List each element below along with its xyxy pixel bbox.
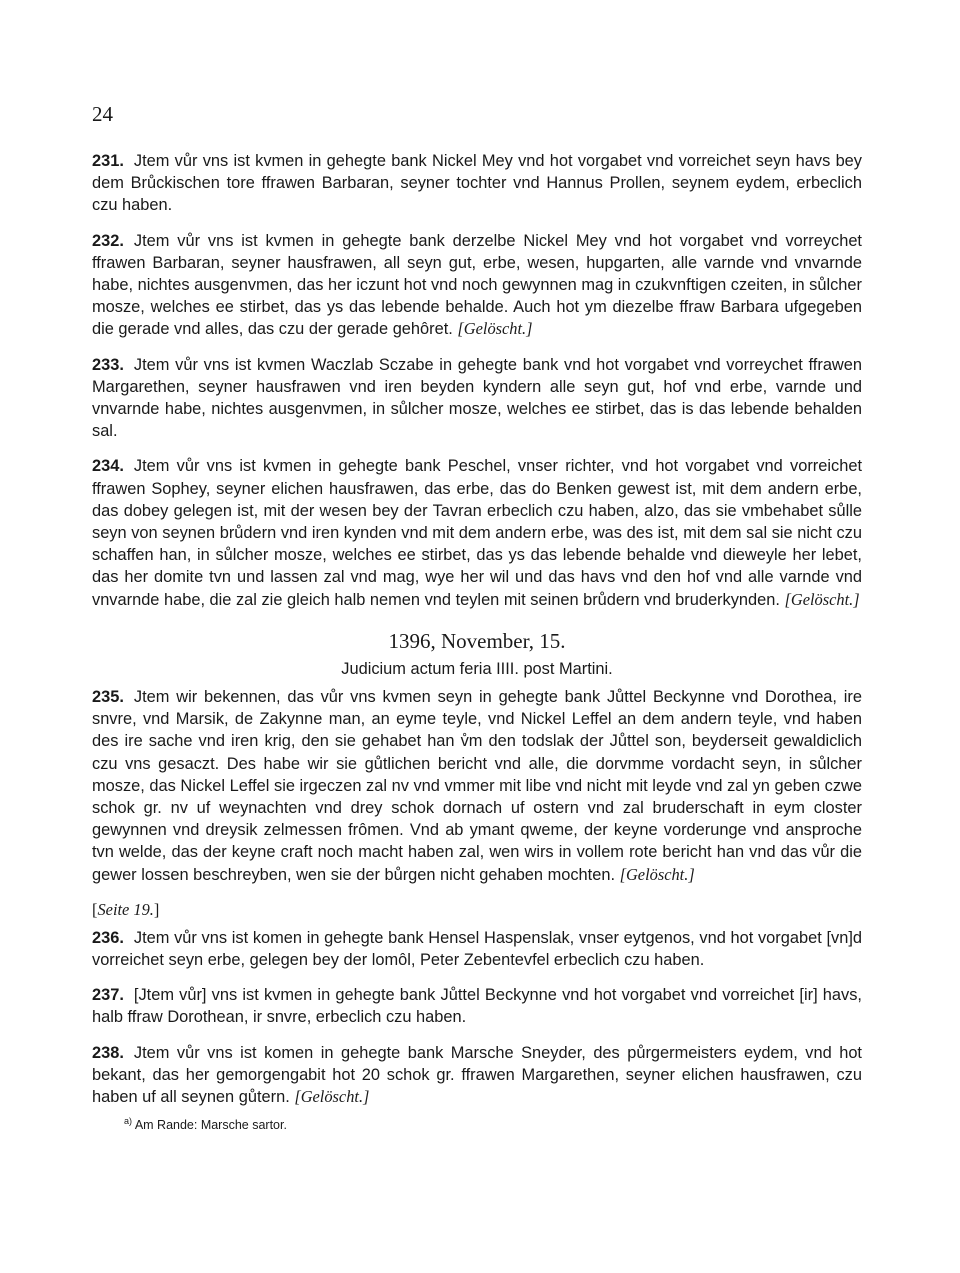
bracket-open: [ [92, 899, 98, 919]
entry-238 [92, 1042, 862, 1109]
footnote [124, 1115, 862, 1135]
entry-text: Jtem vůr vns ist kvmen Waczlab Sczabe in gehegte bank vnd hot vorgabet vnd vorreychet ffrawen Margarethen, seyner hausfrawen vnd iren beyden kyndern alle seyn gut, hof vnd erbe, varnde und vnvarnde habe, nichtes ausgenvmen, in sůlcher mosze, welches ee stirbet, das is das lebende behalden sal. [92, 355, 862, 441]
page-ref-text: Seite 19. [97, 899, 154, 919]
footnote-text: Am Rande: Marsche sartor. [134, 1118, 287, 1133]
page-body [92, 150, 862, 1135]
entry-233 [92, 354, 862, 443]
deletion-note: [Gelöscht.] [294, 1087, 370, 1107]
entry-number: 234. [92, 457, 124, 476]
entry-231 [92, 150, 862, 217]
deletion-note: [Gelöscht.] [784, 589, 860, 609]
entry-text: Jtem vůr vns ist kvmen in gehegte bank Peschel, vnser richter, vnd hot vorgabet vnd vorreichet ffrawen Sophey, seyner elichen hausfrawen, das erbe, das do Benken gewest ist, mit dem andern erbe, das dobey gelegen ist, mit der wesen bey der Tavran erbeclich czu haben, alzo, das sie vmbehabet sůlle seyn von seynen brůdern vnd iren kynden vnd mit dem andern erbe, was des ist, mit dem sal sie nicht czu schaffen han, in sůlcher mosze, welches ee stirbet, das ys das lebende behalde vnd dieweyle her lebet, das her domite tvn und lassen zal vnd mag, wye her wil und das havs vnd den hof vnd alle varnde vnd vnvarnde habe, die zal zie gleich halb nemen vnd teylen mit seinen brůdern vnd bruderkynden. [92, 457, 862, 609]
entry-number: 231. [92, 152, 124, 170]
entry-236 [92, 927, 862, 971]
entry-text: [Jtem vůr] vns ist kvmen in gehegte bank Jůttel Beckynne vnd hot vorgabet vnd vorreichet [ir] havs, halb ffraw Dorothean, ir snvre, erbeclich czu haben. [92, 986, 862, 1027]
entry-237 [92, 984, 862, 1028]
entry-number: 237. [92, 986, 124, 1005]
bracket-close: ] [153, 899, 160, 919]
entry-text: Jtem vůr vns ist kvmen in gehegte bank Nickel Mey vnd hot vorgabet vnd vorreichet seyn havs bey dem Brůckischen tore ffrawen Barbaran, seyner tochter vnd Hannus Prollen, seynem eydem, erbeclich czu haben. [92, 152, 862, 215]
entry-234 [92, 455, 862, 610]
deletion-note: [Gelöscht.] [619, 864, 695, 884]
page-number: 24 [92, 102, 113, 126]
entry-232 [92, 230, 862, 341]
entry-number: 236. [92, 928, 124, 947]
entry-number: 238. [92, 1043, 124, 1062]
deletion-note: [Gelöscht.] [457, 319, 533, 339]
section-subheading: Judicium actum feria IIII. post Martini. [341, 660, 613, 679]
entry-235 [92, 686, 862, 886]
entry-text: Jtem wir bekennen, das vůr vns kvmen seyn in gehegte bank Jůttel Beckynne vnd Dorothea, ire snvre, vnd Marsik, de Zakynne man, an eyme teyle, vnd Nickel Leffel an dem andern teyle, vnd haben des ire sache vnd iren krig, den sie gehabet han v̊m den todslak der Jůttel son, beyderseit gewaldiclich czu vns gesaczt. Des habe wir sie gůtlichen bericht vnd alle, die dorvmme vordacht seyn, in sůlcher mosze, das Nickel Leffel sie irgeczen zal nv vnd vmmer mit libe vnd nicht mit leyde vnd zal yn geben czwe schok gr. nv uf weynachten vnd drey schok dornach uf ostern vnd zal bruderschaft in eym closter gewynnen vnd dreysik zelmessen frômen. Vnd ab ymant qweme, der keyne vorderunge vnd ansproche tvn welde, das der keyne craft noch macht haben zal, wen wirs in vollem rote bericht han vnd das vůr die gewer lossen beschreyben, wen sie der bůrgen nicht gehaben mochten. [92, 688, 862, 884]
entry-number: 232. [92, 231, 124, 250]
entry-text: Jtem vůr vns ist kvmen in gehegte bank derzelbe Nickel Mey vnd hot vorgabet vnd vorreychet ffrawen Barbaran, seyner hausfrawen, all seyn gut, erbe, wesen, hupgarten, alle varnde vnd vnvarnde habe, nichtes ausgenvmen, das her iczunt hot vnd noch gewynnen mag in czukvnftigen czeiten, in sůlcher mosze, welches ee stirbet, das ys das lebende behalde. Auch hot ym diezelbe ffraw Barbara ufgegeben die gerade vnd alles, das czu der gerade gehôret. [92, 231, 862, 339]
page-reference [92, 899, 862, 921]
entry-number: 233. [92, 355, 124, 374]
entry-number: 235. [92, 688, 124, 707]
footnote-marker: a) [124, 1116, 133, 1127]
section-heading: 1396, November, 15. [388, 628, 566, 653]
entry-text: Jtem vůr vns ist komen in gehegte bank Marsche Sneyder, des půrgermeisters eydem, vnd hot bekant, das her gemorgengabit hot 20 schok gr. ffrawen Margarethen, seyner elichen hausfrawen, czu haben uf all seynen gůtern. [92, 1043, 862, 1107]
entry-text: Jtem vůr vns ist komen in gehegte bank Hensel Haspenslak, vnser eytgenos, vnd hot vorgabet [vn]d vorreichet seyn erbe, gelegen bey der lomôl, Peter Zebentevfel erbeclich czu haben. [92, 928, 862, 970]
